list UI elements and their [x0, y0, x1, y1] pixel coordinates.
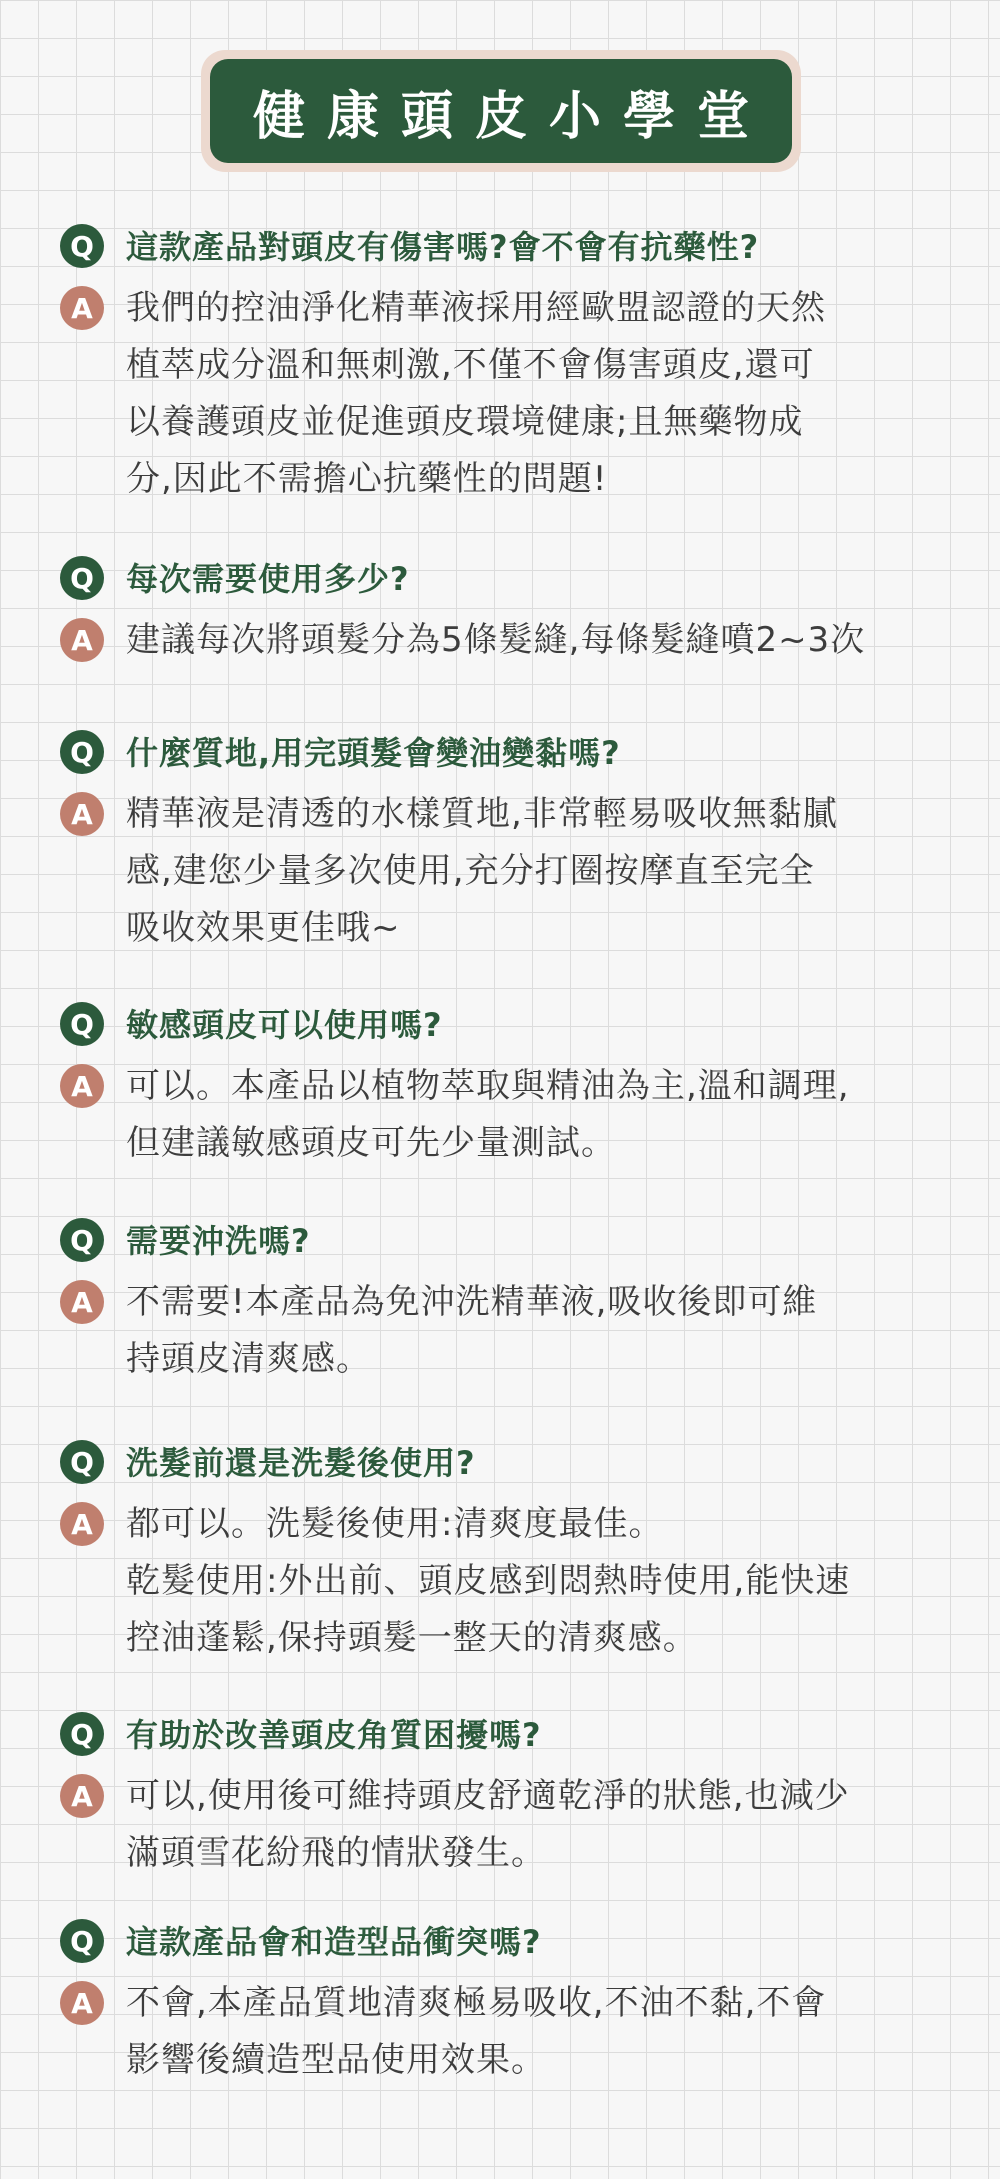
answer-text [126, 1768, 960, 1882]
answer-line: 但建議敏感頭皮可先少量測試。 [126, 1123, 616, 1163]
answer-badge-icon: A [60, 792, 104, 836]
answer-badge-icon: A [60, 1502, 104, 1546]
answer-line: 都可以。洗髮後使用:清爽度最佳。 [126, 1504, 664, 1544]
answer-line: 感,建您少量多次使用,充分打圈按摩直至完全 [126, 851, 815, 891]
answer-row [60, 612, 960, 669]
answer-row [60, 1274, 960, 1388]
answer-line: 分,因此不需擔心抗藥性的問題! [126, 459, 608, 499]
faq-item [60, 728, 960, 957]
answer-badge-icon: A [60, 1981, 104, 2025]
question-text: 這款產品會和造型品衝突嗎? [126, 1923, 542, 1961]
question-badge-icon: Q [60, 556, 104, 600]
question-badge-icon: Q [60, 1712, 104, 1756]
question-row [60, 1216, 960, 1266]
question-badge-icon: Q [60, 1919, 104, 1963]
answer-badge-icon: A [60, 286, 104, 330]
question-text: 有助於改善頭皮角質困擾嗎? [126, 1716, 542, 1754]
faq-item [60, 1917, 960, 2089]
faq-item [60, 1216, 960, 1388]
faq-item [60, 222, 960, 508]
title-banner [201, 50, 801, 172]
question-badge-icon: Q [60, 1002, 104, 1046]
answer-text [126, 612, 960, 669]
answer-line: 不需要!本產品為免沖洗精華液,吸收後即可維 [126, 1282, 818, 1322]
answer-text [126, 1058, 960, 1172]
answer-badge-icon: A [60, 1064, 104, 1108]
answer-badge-icon: A [60, 1280, 104, 1324]
answer-text [126, 1496, 960, 1667]
answer-row [60, 786, 960, 957]
faq-item [60, 554, 960, 669]
answer-line: 影響後續造型品使用效果。 [126, 2040, 546, 2080]
answer-row [60, 1058, 960, 1172]
faq-item [60, 1710, 960, 1882]
answer-text [126, 1274, 960, 1388]
answer-text [126, 280, 960, 508]
question-row [60, 1000, 960, 1050]
question-text: 敏感頭皮可以使用嗎? [126, 1006, 443, 1044]
answer-line: 可以,使用後可維持頭皮舒適乾淨的狀態,也減少 [126, 1776, 850, 1816]
answer-line: 我們的控油淨化精華液採用經歐盟認證的天然 [126, 288, 826, 328]
answer-row [60, 280, 960, 508]
faq-item [60, 1438, 960, 1667]
answer-line: 植萃成分溫和無刺激,不僅不會傷害頭皮,還可 [126, 345, 815, 385]
answer-line: 可以。本產品以植物萃取與精油為主,溫和調理, [126, 1066, 850, 1106]
answer-row [60, 1768, 960, 1882]
answer-line: 乾髮使用:外出前、頭皮感到悶熱時使用,能快速 [126, 1561, 851, 1601]
answer-line: 以養護頭皮並促進頭皮環境健康;且無藥物成 [126, 402, 804, 442]
answer-line: 持頭皮清爽感。 [126, 1339, 371, 1379]
answer-text [126, 1975, 960, 2089]
question-row [60, 728, 960, 778]
question-badge-icon: Q [60, 730, 104, 774]
question-text: 洗髮前還是洗髮後使用? [126, 1444, 476, 1482]
page-title: 健康頭皮小學堂 [210, 59, 792, 163]
answer-row [60, 1496, 960, 1667]
question-row [60, 1710, 960, 1760]
question-badge-icon: Q [60, 1440, 104, 1484]
answer-line: 建議每次將頭髮分為5條髮縫,每條髮縫噴2~3次 [126, 620, 866, 660]
question-text: 什麼質地,用完頭髮會變油變黏嗎? [126, 734, 621, 772]
question-badge-icon: Q [60, 1218, 104, 1262]
answer-line: 控油蓬鬆,保持頭髮一整天的清爽感。 [126, 1618, 698, 1658]
question-text: 每次需要使用多少? [126, 560, 410, 598]
question-row [60, 1917, 960, 1967]
question-row [60, 222, 960, 272]
answer-badge-icon: A [60, 618, 104, 662]
answer-line: 不會,本產品質地清爽極易吸收,不油不黏,不會 [126, 1983, 827, 2023]
question-row [60, 1438, 960, 1488]
answer-row [60, 1975, 960, 2089]
answer-line: 滿頭雪花紛飛的情狀發生。 [126, 1833, 546, 1873]
answer-line: 精華液是清透的水樣質地,非常輕易吸收無黏膩 [126, 794, 838, 834]
answer-text [126, 786, 960, 957]
question-row [60, 554, 960, 604]
question-text: 需要沖洗嗎? [126, 1222, 311, 1260]
faq-item [60, 1000, 960, 1172]
question-badge-icon: Q [60, 224, 104, 268]
question-text: 這款產品對頭皮有傷害嗎?會不會有抗藥性? [126, 228, 760, 266]
answer-badge-icon: A [60, 1774, 104, 1818]
answer-line: 吸收效果更佳哦~ [126, 908, 401, 948]
